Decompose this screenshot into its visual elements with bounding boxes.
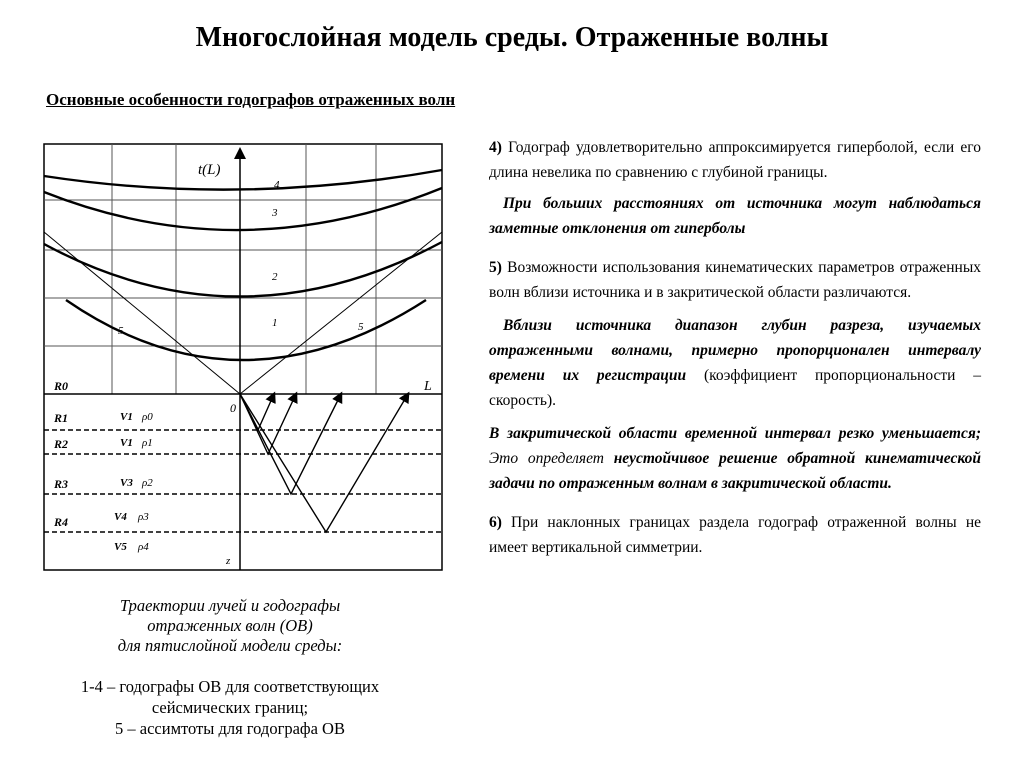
curve-label-2: 2 bbox=[272, 271, 278, 283]
hodograph-3 bbox=[44, 188, 442, 230]
boundary-label-r1: R1 bbox=[54, 411, 69, 425]
point-4 bbox=[489, 135, 981, 185]
point-4-note: При больших расстояниях от источника могут наблюдаться заметные отклонения от гиперболы bbox=[489, 195, 981, 237]
layer-5-density: ρ4 bbox=[138, 541, 149, 553]
point-5 bbox=[489, 255, 981, 305]
point-4-number: 4) bbox=[489, 139, 502, 156]
point-5-supercritical-emph-2: неустойчивое решение обратной кинематической задачи по отраженным волнам в закритической области. bbox=[489, 450, 981, 492]
point-5-near-source-emph: Вблизи источника диапазон глубин разреза, изучаемых отраженными волнами, примерно пропорционален интервалу времени их регистрации bbox=[489, 317, 981, 384]
section-subtitle: Основные особенности годографов отраженных волн bbox=[46, 90, 456, 109]
layer-boundaries bbox=[44, 430, 442, 532]
legend-line-1: 1-4 – годографы ОВ для соответствующих bbox=[80, 677, 380, 696]
hodograph-curves bbox=[44, 170, 442, 360]
page-title: Многослойная модель среды. Отраженные волны bbox=[195, 22, 829, 53]
point-5-near-source-rest: (коэффициент пропорциональности – скорость). bbox=[489, 367, 981, 409]
layer-2-velocity: V1 bbox=[120, 437, 133, 449]
layer-2-density: ρ1 bbox=[142, 437, 153, 449]
point-5-text: Возможности использования кинематических параметров отраженных волн вблизи источника и в закритической области различаются. bbox=[489, 259, 981, 301]
curve-label-5-right: 5 bbox=[358, 321, 364, 333]
point-5-number: 5) bbox=[489, 259, 502, 276]
hodograph-diagram bbox=[36, 140, 451, 575]
point-5-supercritical-emph-1: В закритической области временной интервал резко уменьшается; bbox=[489, 425, 981, 442]
point-6-number: 6) bbox=[489, 514, 502, 531]
origin-label: 0 bbox=[230, 401, 236, 415]
caption-line-1: Траектории лучей и годографы bbox=[119, 596, 341, 615]
curve-label-3: 3 bbox=[272, 207, 278, 219]
features-text bbox=[489, 135, 981, 560]
figure-caption bbox=[30, 596, 430, 656]
layer-3-density: ρ2 bbox=[142, 477, 153, 489]
curve-label-4: 4 bbox=[274, 179, 280, 191]
layer-1-density: ρ0 bbox=[142, 411, 153, 423]
depth-axis-label: z bbox=[226, 555, 231, 567]
layer-4-density: ρ3 bbox=[138, 511, 149, 523]
curve-label-1: 1 bbox=[272, 317, 278, 329]
l-axis-label: L bbox=[424, 379, 432, 394]
layer-4-velocity: V4 bbox=[114, 511, 127, 523]
asymptotes bbox=[44, 232, 442, 394]
hodograph-4 bbox=[44, 170, 442, 190]
point-4-text: Годограф удовлетворительно аппроксимируется гиперболой, если его длина невелика по сравнению с глубиной границы. bbox=[489, 139, 981, 181]
caption-line-2: отраженных волн (ОВ) bbox=[147, 616, 313, 635]
legend-line-2: сейсмических границ; bbox=[151, 698, 309, 717]
boundary-label-r3: R3 bbox=[54, 477, 69, 491]
layer-3-velocity: V3 bbox=[120, 477, 133, 489]
travel-time-figure bbox=[36, 140, 451, 575]
boundary-label-r0: R0 bbox=[54, 379, 69, 393]
boundary-label-r4: R4 bbox=[54, 515, 69, 529]
point-5-supercritical bbox=[489, 421, 981, 496]
point-5-near-source bbox=[489, 313, 981, 413]
layer-1-velocity: V1 bbox=[120, 411, 133, 423]
point-5-supercritical-mid: Это определяет bbox=[489, 450, 614, 467]
point-6 bbox=[489, 510, 981, 560]
figure-legend bbox=[30, 676, 430, 739]
ray-paths bbox=[240, 394, 408, 532]
curve-label-5-left: 5 bbox=[118, 325, 124, 337]
boundary-label-r2: R2 bbox=[54, 437, 69, 451]
point-6-text: При наклонных границах раздела годограф отраженной волны не имеет вертикальной симметрии. bbox=[489, 514, 981, 556]
caption-line-3: для пятислойной модели среды: bbox=[117, 636, 343, 655]
layer-5-velocity: V5 bbox=[114, 541, 127, 553]
t-axis-label: t(L) bbox=[198, 162, 221, 178]
legend-line-3: 5 – ассимтоты для годографа ОВ bbox=[115, 719, 345, 738]
